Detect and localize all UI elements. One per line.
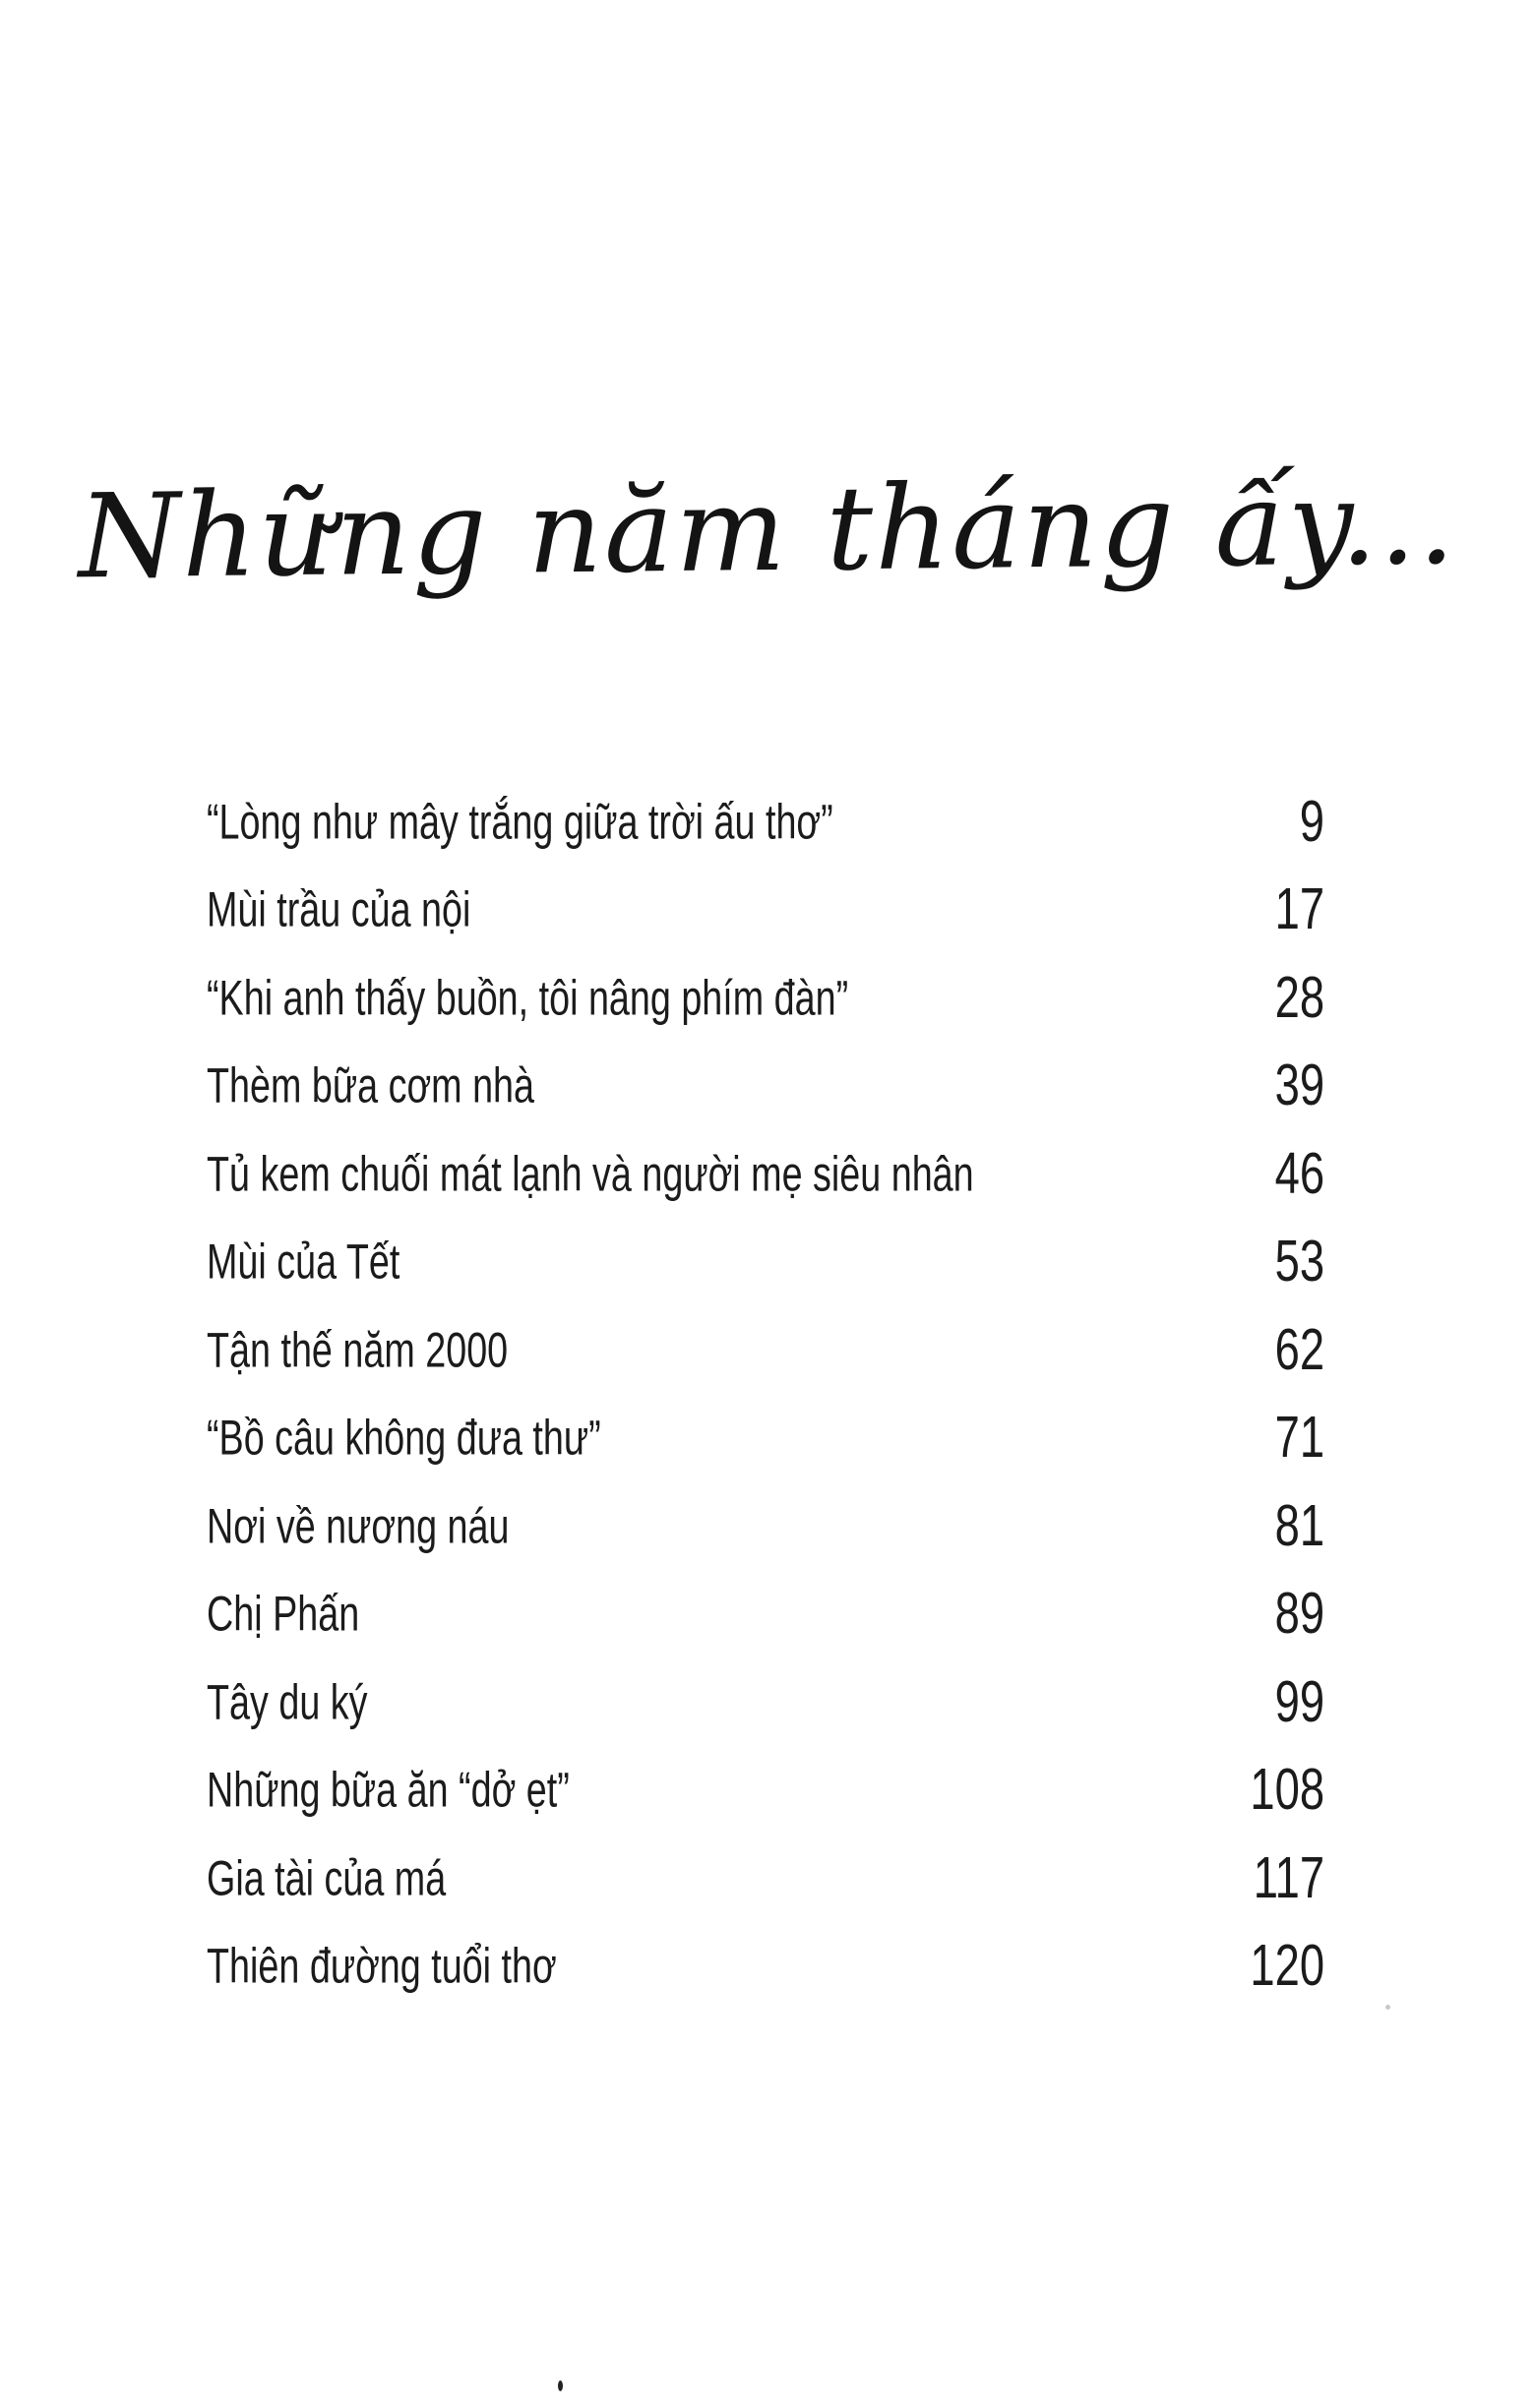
print-speck — [558, 2380, 563, 2391]
chapter-title: Tủ kem chuối mát lạnh và người mẹ siêu nhân — [207, 1145, 974, 1201]
toc-row — [207, 1922, 1324, 2011]
toc-row — [207, 1394, 1324, 1482]
toc-row — [207, 866, 1324, 954]
toc-row — [207, 1129, 1324, 1218]
chapter-page-number: 108 — [1250, 1757, 1324, 1823]
chapter-title: Nơi về nương náu — [207, 1497, 510, 1553]
toc-row — [207, 1746, 1324, 1835]
toc-row — [207, 1481, 1324, 1570]
chapter-page-number: 81 — [1274, 1492, 1324, 1558]
chapter-page-number: 17 — [1274, 876, 1324, 942]
chapter-title: “Lòng như mây trắng giữa trời ấu thơ” — [207, 793, 833, 849]
chapter-page-number: 99 — [1274, 1668, 1324, 1734]
chapter-title: Mùi của Tết — [207, 1234, 400, 1290]
toc-row — [207, 1042, 1324, 1130]
toc-row — [207, 1834, 1324, 1922]
toc-row — [207, 953, 1324, 1042]
table-of-contents — [207, 777, 1324, 2010]
toc-row — [207, 777, 1324, 866]
chapter-page-number: 89 — [1274, 1581, 1324, 1647]
chapter-page-number: 9 — [1299, 788, 1324, 854]
chapter-title: “Khi anh thấy buồn, tôi nâng phím đàn” — [207, 969, 849, 1025]
toc-row — [207, 1218, 1324, 1306]
chapter-page-number: 28 — [1274, 964, 1324, 1030]
chapter-title: Gia tài của má — [207, 1849, 447, 1905]
chapter-title: Tây du ký — [207, 1673, 368, 1729]
chapter-title: Tận thế năm 2000 — [207, 1321, 509, 1377]
toc-row — [207, 1570, 1324, 1658]
section-script-title: Những năm tháng ấy... — [77, 453, 1458, 605]
toc-row — [207, 1657, 1324, 1746]
chapter-page-number: 62 — [1274, 1316, 1324, 1382]
chapter-title: Thèm bữa cơm nhà — [207, 1057, 535, 1114]
chapter-title: Những bữa ăn “dở ẹt” — [207, 1762, 570, 1818]
chapter-page-number: 46 — [1274, 1140, 1324, 1206]
chapter-title: “Bồ câu không đưa thư” — [207, 1410, 601, 1466]
chapter-page-number: 120 — [1250, 1933, 1324, 1999]
toc-row — [207, 1305, 1324, 1394]
chapter-title: Thiên đường tuổi thơ — [207, 1938, 557, 1994]
chapter-page-number: 53 — [1274, 1229, 1324, 1294]
print-speck-faint — [1385, 2005, 1390, 2010]
chapter-title: Chị Phấn — [207, 1586, 360, 1642]
chapter-page-number: 117 — [1253, 1844, 1324, 1910]
chapter-page-number: 71 — [1274, 1405, 1324, 1471]
chapter-title: Mùi trầu của nội — [207, 881, 471, 937]
chapter-page-number: 39 — [1274, 1053, 1324, 1118]
